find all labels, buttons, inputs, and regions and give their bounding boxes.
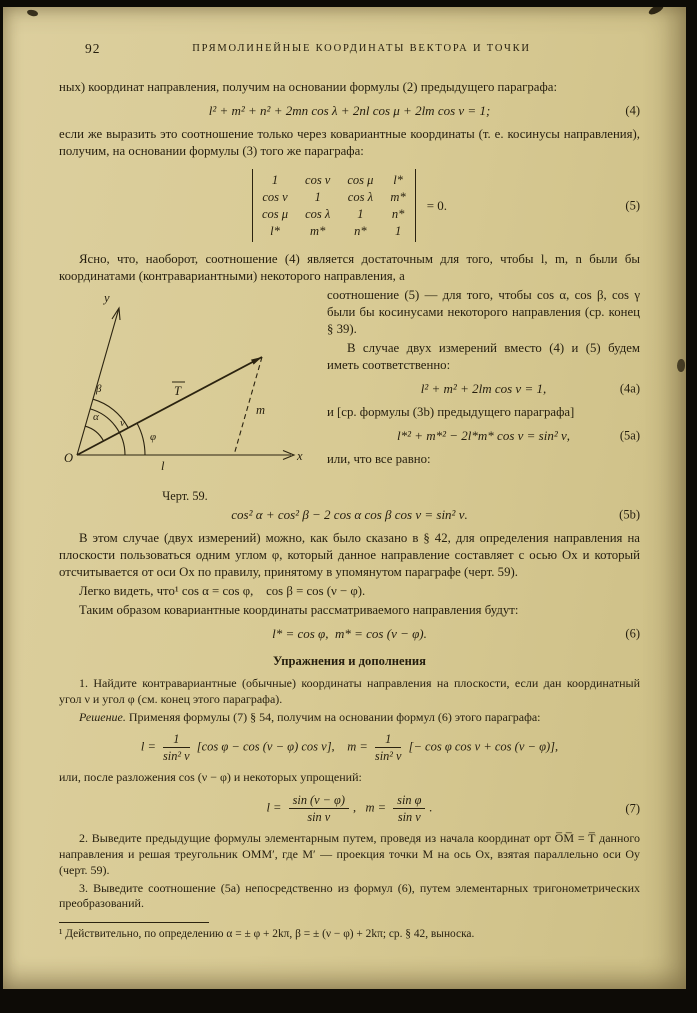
origin-label: O: [64, 451, 74, 465]
formula-6-body: l* = cos φ, m* = cos (ν − φ).: [272, 626, 427, 641]
bracket-expression: [cos φ − cos (ν − φ) cos ν],: [196, 739, 335, 754]
lhs-l: l =: [140, 739, 156, 754]
bracket-expression: [− cos φ cos ν + cos (ν − φ)],: [408, 739, 559, 754]
equation-number-5b: (5b): [619, 507, 640, 522]
det-cell: n*: [391, 207, 405, 221]
exercise-1: 1. Найдите контравариантные (обычные) координаты направления на плоскости, если дан координатный угол ν и угол φ (см. конец этого параграфа).: [59, 676, 640, 706]
determinant: [252, 169, 416, 242]
det-cell: cos μ: [347, 173, 374, 187]
formula-6: [59, 625, 640, 643]
det-cell: cos λ: [305, 207, 331, 221]
paragraph-intro: ных) координат направления, получим на основании формулы (2) предыдущего параграфа:: [59, 80, 557, 94]
formula-5b-body: cos² α + cos² β − 2 cos α cos β cos ν = sin² ν.: [231, 507, 468, 522]
paragraph-covariant: если же выразить это соотношение только через ковариантные координаты (т. е. косинусы направления), получим, на основании формулы (3) того же параграфа:: [59, 127, 640, 158]
formula-4a-body: l² + m² + 2lm cos ν = 1,: [420, 381, 547, 396]
fraction-denominator: sin ν: [397, 810, 421, 825]
paragraph-easy-to-see: Легко видеть, что¹ cos α = cos φ, cos β = cos (ν − φ).: [79, 584, 366, 598]
paragraph-two-dimensions: В случае двух измерений вместо (4) и (5) будем иметь соответственно:: [327, 341, 640, 372]
det-cell: m*: [310, 224, 326, 238]
y-axis-label: y: [104, 291, 110, 305]
paragraph-after-expansion: или, после разложения cos (ν − φ) и некоторых упрощений:: [59, 770, 362, 785]
page-header: [59, 43, 640, 59]
fraction-numerator: 1: [375, 732, 402, 748]
solution-text: Применяя формулы (7) § 54, получим на основании формул (6) этого параграфа:: [125, 709, 541, 724]
end-period: .: [429, 800, 433, 815]
det-cell: n*: [354, 224, 367, 238]
angle-beta-label: β: [96, 383, 102, 395]
lhs-l: l =: [266, 800, 282, 815]
figure-caption: Черт. 59.: [162, 489, 208, 503]
paragraph-single-angle: В этом случае (двух измерений) можно, как было сказано в § 42, для определения направления на плоскости пользоваться одним углом φ, который данное направление составляет с осью Ox и который отсчитывается от оси Ox по правилу, принятому в упомянутом параграфе (черт. 59).: [59, 531, 640, 579]
ink-blemish: [677, 359, 685, 372]
formula-4a: [59, 380, 640, 398]
separator-comma: ,: [352, 800, 357, 815]
formula-4-body: l² + m² + n² + 2mn cos λ + 2nl cos μ + 2lm cos ν = 1;: [208, 103, 491, 118]
page-surface: [3, 7, 686, 989]
fraction-denominator: sin ν: [307, 810, 331, 825]
formula-5a: [59, 427, 640, 445]
equation-number-4a: (4a): [619, 381, 640, 396]
equation-number-5: (5): [625, 198, 640, 212]
segment-m-label: m: [256, 403, 266, 417]
fraction: [375, 732, 402, 763]
det-cell: 1: [314, 190, 321, 204]
det-cell: 1: [271, 173, 279, 187]
formula-7: [59, 793, 640, 824]
formula-5a-body: l*² + m*² − 2l*m* cos ν = sin² ν,: [396, 428, 571, 443]
fraction-denominator: sin² ν: [163, 749, 190, 764]
det-cell: 1: [394, 224, 402, 238]
paragraph-clearly-part2: соотношение (5) — для того, чтобы cos α, cos β, cos γ были бы косинусами некоторого направления (ср. конец § 39).: [327, 288, 640, 336]
angle-nu-label: ν: [120, 417, 125, 429]
paragraph-thus-covariant: Таким образом ковариантные координаты рассматриваемого направления будут:: [79, 603, 519, 617]
fraction-numerator: sin (ν − φ): [289, 793, 349, 809]
det-cell: cos μ: [261, 207, 289, 221]
exercise-3: 3. Выведите соотношение (5a) непосредственно из формул (6), путем элементарных тригонометрических преобразований.: [59, 880, 640, 911]
det-cell: cos ν: [262, 190, 288, 204]
formula-4: [59, 102, 640, 120]
det-cell: l*: [393, 173, 403, 187]
angle-alpha-label: α: [93, 411, 99, 423]
paragraph-or-equivalently: или, что все равно:: [327, 452, 431, 466]
det-cell: l*: [270, 224, 280, 238]
fraction: [163, 732, 190, 763]
equation-number-4: (4): [625, 103, 640, 118]
det-cell: m*: [390, 190, 406, 204]
footnote-text: ¹ Действительно, по определению α = ± φ + 2kπ, β = ± (ν − φ) + 2kπ; ср. § 42, выноска.: [59, 928, 475, 941]
equation-number-6: (6): [625, 626, 640, 641]
ink-blemish: [647, 7, 664, 16]
equation-number-7: (7): [625, 801, 640, 816]
fraction-numerator: 1: [163, 732, 190, 748]
paragraph-cf-formulas: и [ср. формулы (3b) предыдущего параграфа]: [327, 405, 575, 419]
running-title: ПРЯМОЛИНЕЙНЫЕ КООРДИНАТЫ ВЕКТОРА И ТОЧКИ: [192, 43, 531, 54]
angle-phi-label: φ: [150, 431, 157, 443]
solution-label: Решение.: [79, 709, 126, 724]
equation-number-5a: (5a): [619, 428, 640, 443]
ink-blemish: [26, 9, 38, 17]
footnote-rule: [59, 922, 209, 923]
det-cell: cos ν: [305, 173, 331, 187]
det-cell: 1: [357, 207, 364, 221]
formula-5-determinant: [59, 169, 640, 242]
x-axis-label: x: [297, 449, 303, 463]
vector-T-label: T: [174, 384, 181, 398]
lhs-m: m =: [365, 800, 387, 815]
formula-5b: [59, 506, 640, 524]
determinant-equals-zero: = 0.: [426, 197, 448, 213]
solution-paragraph: [59, 710, 640, 726]
exercises-heading: Упражнения и дополнения: [273, 654, 426, 668]
segment-l-label: l: [161, 459, 165, 473]
formula-solution: [59, 732, 640, 763]
fraction-denominator: sin² ν: [374, 749, 402, 764]
exercise-2: 2. Выведите предыдущие формулы элементарным путем, проведя из начала координат орт O̅M̅ = T̅ данного направления и решая треугольник OMM′, где M′ — проекция точки M на ось Ox, взятая параллельно оси Oy (черт. 59).: [59, 831, 640, 877]
fraction-numerator: sin φ: [393, 793, 425, 809]
det-cell: cos λ: [347, 190, 373, 204]
fraction: [393, 793, 425, 824]
paragraph-clearly-part1: Ясно, что, наоборот, соотношение (4) является достаточным для того, чтобы l, m, n были бы координатами (контравариантными) некоторого направления, а: [59, 252, 640, 283]
fraction: [289, 793, 349, 824]
determinant-grid: [262, 172, 406, 239]
page-number: 92: [85, 41, 101, 56]
lhs-m: m =: [347, 739, 368, 754]
